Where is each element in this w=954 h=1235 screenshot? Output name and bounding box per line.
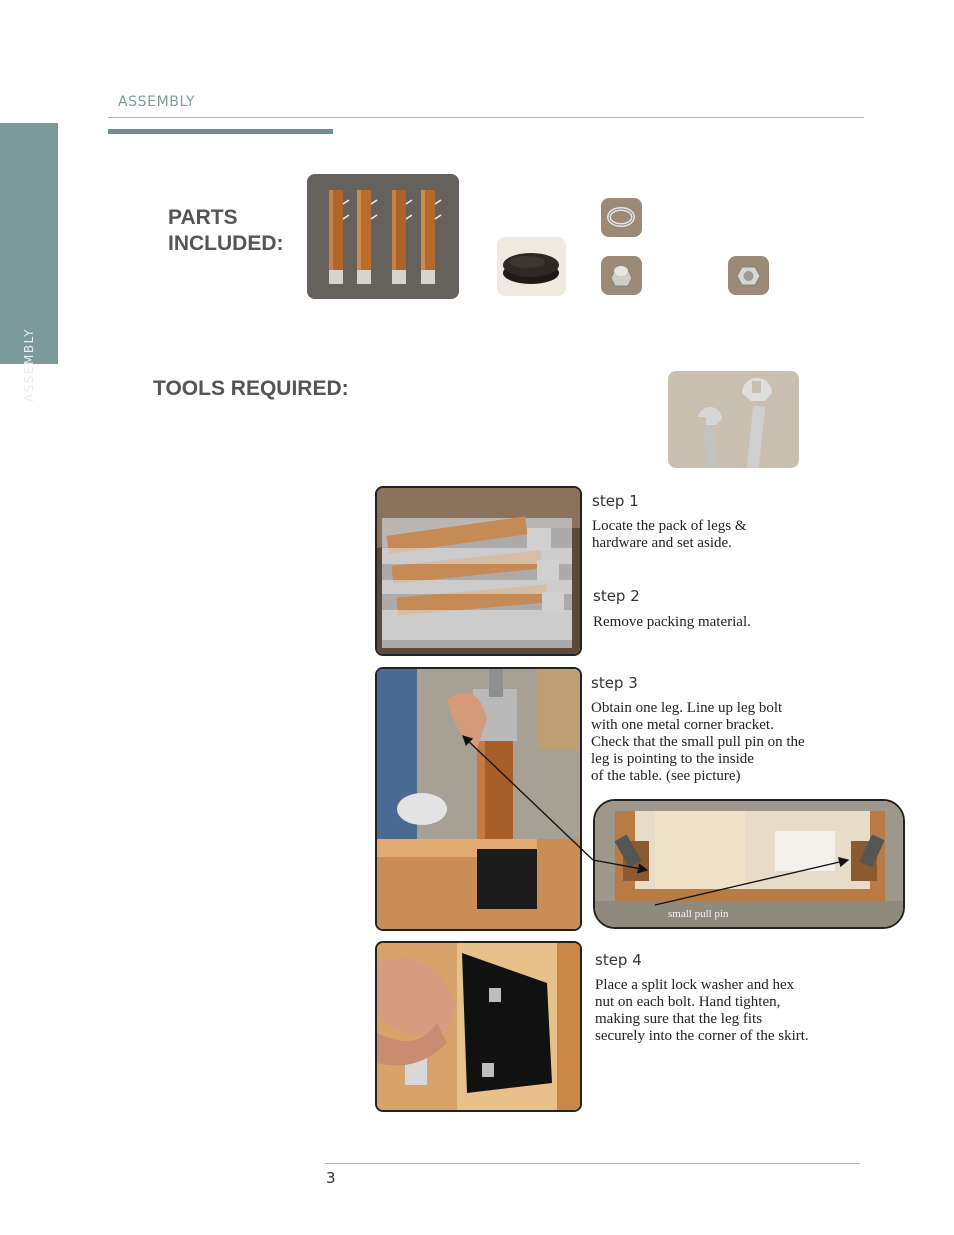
footer-rule xyxy=(325,1163,860,1164)
step3-text: Obtain one leg. Line up leg bolt with one metal corner bracket. Check that the small pull pin on the leg is pointing to the inside of the table. (see picture) xyxy=(591,700,805,784)
parts-heading-line1: PARTS xyxy=(168,206,238,229)
parts-heading-line2: INCLUDED: xyxy=(168,232,284,255)
page-number: 3 xyxy=(326,1169,336,1187)
side-tab-label: ASSEMBLY xyxy=(22,327,36,403)
tools-heading: TOOLS REQUIRED: xyxy=(153,377,349,400)
step4-title: step 4 xyxy=(595,951,642,969)
step4-photo xyxy=(375,941,582,1112)
step2-text: Remove packing material. xyxy=(593,614,751,630)
section-label: ASSEMBLY xyxy=(118,94,196,110)
pull-pin-label: small pull pin xyxy=(668,908,729,920)
step1-text: Locate the pack of legs & hardware and set aside. xyxy=(592,518,747,551)
step3-title: step 3 xyxy=(591,674,638,692)
step2-title: step 2 xyxy=(593,587,640,605)
step4-text: Place a split lock washer and hex nut on each bolt. Hand tighten, making sure that the leg fits securely into the corner of the skirt. xyxy=(595,977,809,1044)
step1-title: step 1 xyxy=(592,492,639,510)
